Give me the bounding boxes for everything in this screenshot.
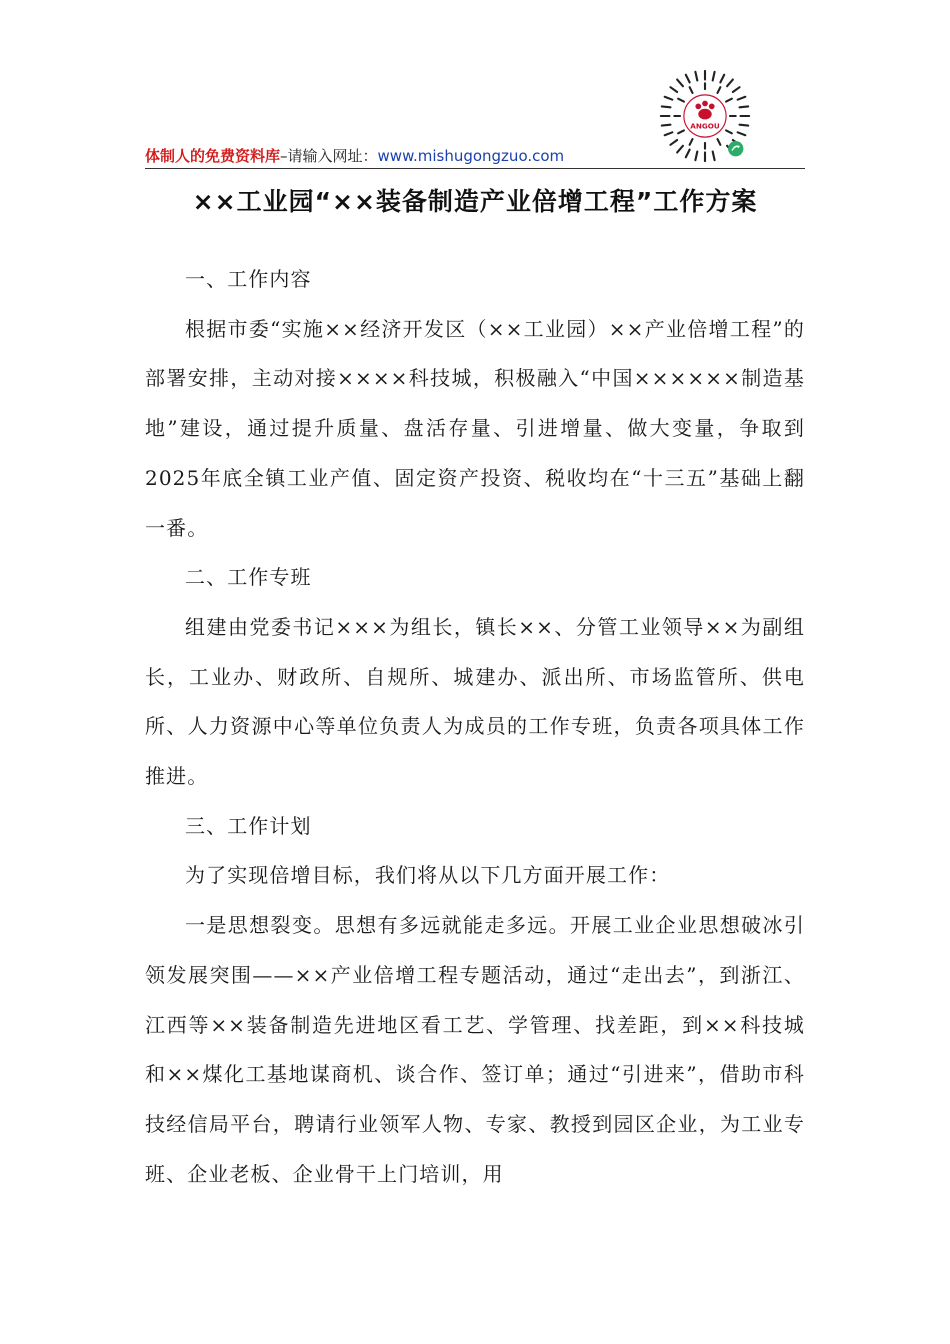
qr-code-icon <box>657 68 753 164</box>
document-body <box>145 255 805 1199</box>
section-heading: 二、工作专班 <box>185 565 312 590</box>
paragraph: 根据市委“实施××经济开发区（××工业园）××产业倍增工程”的部署安排，主动对接××××科技城，积极融入“中国××××××制造基地”建设，通过提升质量、盘活存量、引进增量、做大变量，争取到2025年底全镇工业产值、固定资产投资、税收均在“十三五”基础上翻一番。 <box>145 316 805 540</box>
section-heading: 三、工作计划 <box>185 813 312 838</box>
site-brand: 体制人的免费资料库 <box>145 147 281 165</box>
header-divider <box>145 168 805 169</box>
section-heading: 一、工作内容 <box>185 267 312 291</box>
qr-logo-label: ANGOU <box>690 121 720 131</box>
site-url-link[interactable]: www.mishugongzuo.com <box>377 147 565 165</box>
paragraph: 为了实现倍增目标，我们将从以下几方面开展工作： <box>185 863 671 888</box>
site-banner <box>145 145 564 166</box>
paragraph: 组建由党委书记×××为组长，镇长××、分管工业领导××为副组长，工业办、财政所、自规所、城建办、派出所、市场监管所、供电所、人力资源中心等单位负责人为成员的工作专班，负责各项具体工作推进。 <box>145 614 805 789</box>
paragraph: 一是思想裂变。思想有多远就能走多远。开展工业企业思想破冰引领发展突围——××产业倍增工程专题活动，通过“走出去”，到浙江、江西等××装备制造先进地区看工艺、学管理、找差距，到××科技城和××煤化工基地谋商机、谈合作、签订单；通过“引进来”，借助市科技经信局平台，聘请行业领军人物、专家、教授到园区企业，为工业专班、企业老板、企业骨干上门培训，用 <box>145 913 805 1186</box>
wechat-badge-icon <box>728 141 743 156</box>
document-title: ××工业园“××装备制造产业倍增工程”工作方案 <box>192 187 758 216</box>
site-prompt: –请输入网址： <box>280 147 378 165</box>
